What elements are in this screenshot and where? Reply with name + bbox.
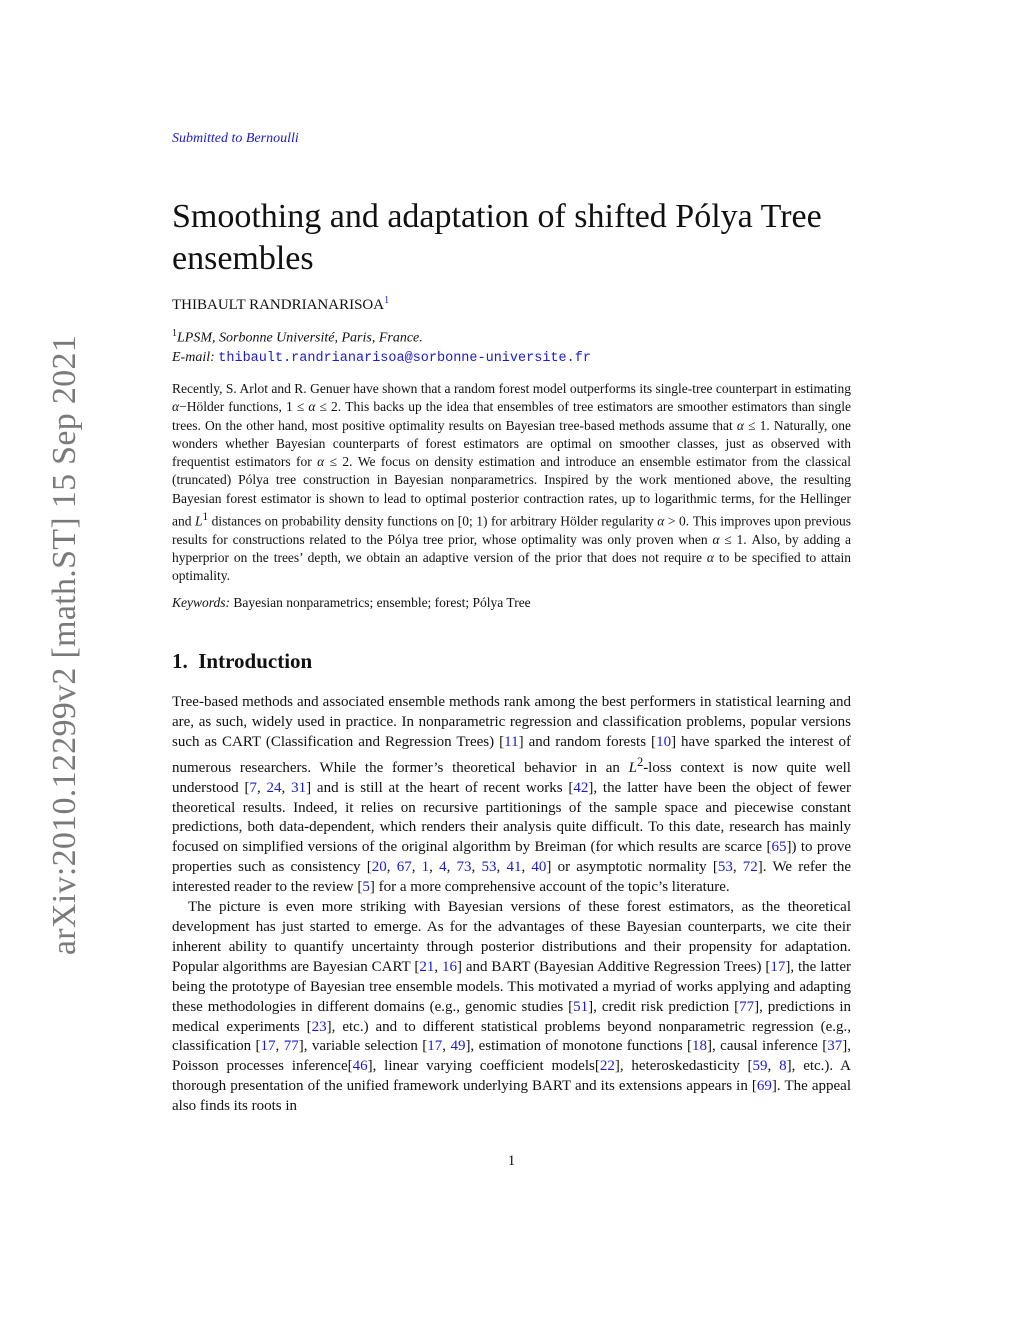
citation-link[interactable]: 22: [599, 1058, 615, 1075]
citation-link[interactable]: 67: [396, 859, 412, 876]
citation-link[interactable]: 11: [504, 733, 519, 750]
paper-title: Smoothing and adaptation of shifted Pólya Tree ensembles: [172, 198, 822, 277]
keywords-list: Bayesian nonparametrics; ensemble; forest; Pólya Tree: [233, 595, 531, 610]
math-symbol: α: [172, 399, 180, 415]
citation-link[interactable]: 51: [573, 998, 589, 1015]
abstract-text: ≤ 1. Naturally, one wonders whether Bayesian counterparts of forest estimators are optimal on smoother classes, just as observed with frequentist estimators for: [172, 417, 851, 470]
citation-link[interactable]: 53: [717, 859, 733, 876]
math-symbol: α: [308, 399, 316, 415]
citation-link[interactable]: 4: [439, 859, 447, 876]
body-text: ], heteroskedasticity [: [614, 1058, 753, 1075]
citation-link[interactable]: 42: [573, 779, 589, 796]
section-heading-introduction: [172, 649, 312, 674]
citation-link[interactable]: 7: [249, 779, 257, 796]
abstract-text: ≤ 2. We focus on density estimation and introduce an ensemble estimator from the classical (truncated) Pólya tree construction in Bayesian nonparametrics. Inspired by the work mentioned above, the resulting Bayesian forest estimator is shown to lead to optimal posterior contraction rates, up to logarithmic terms, for the Hellinger and: [172, 454, 851, 529]
citation-link[interactable]: 59: [752, 1058, 768, 1075]
abstract-text: Recently, S. Arlot and R. Genuer have shown that a random forest model outperforms its single-tree counterpart in estimating: [172, 381, 851, 396]
author-line: [172, 295, 389, 314]
citation-link[interactable]: 20: [371, 859, 387, 876]
body-text: ] and BART (Bayesian Additive Regression Trees) [: [456, 958, 771, 975]
body-text: ], etc.) and to different statistical problems beyond nonparametric regression (e.g., classification [: [172, 1018, 851, 1055]
citation-link[interactable]: 17: [260, 1038, 276, 1055]
citation-link[interactable]: 10: [656, 733, 672, 750]
math-superscript: 2: [636, 754, 644, 769]
body-text: ], credit risk prediction [: [588, 998, 740, 1015]
citation-link[interactable]: 23: [311, 1018, 327, 1035]
arxiv-identifier-stamp: arXiv:2010.12299v2 [math.ST] 15 Sep 2021: [46, 334, 83, 956]
citation-link[interactable]: 5: [362, 879, 370, 896]
body-text: ], etc.). A thorough presentation of the unified framework underlying BART and its extensions appears in [: [172, 1058, 852, 1095]
paragraph-1: Tree-based methods and associated ensemble methods rank among the best performers in statistical learning and are, as such, widely used in practice. In nonparametric regression and classification problems, popular versions such as CART (Classification and Regression Trees) [11] and random forests [10] have sparked the interest of numerous researchers. While the former’s theoretical behavior in an $L^2$-loss context is now quite well understood [7, 24, 31] and is still at the heart of recent works [42], the latter have been the object of fewer theoretical results. Indeed, it relies on recursive partitionings of the sample space and piecewise constant predictions, both data-dependent, which renders their analysis quite difficult. To this date, research has mainly focused on simplified versions of the original algorithm by Breiman (for which results are scarce [65]) to prove properties such as consistency [20, 67, 1, 4, 73, 53, 41, 40] or asymptotic normality [53, 72]. We refer the interested reader to the review [5] for a more comprehensive account of the topic’s literature.: [172, 694, 852, 896]
math-symbol: L: [628, 759, 637, 776]
body-text: ], Poisson processes inference[: [172, 1038, 851, 1075]
affiliation-mark: 1: [172, 328, 177, 339]
body-text: ]) to prove properties such as consistency [: [172, 839, 852, 876]
body-text: ] and is still at the heart of recent works [: [306, 779, 574, 796]
body-text: Tree-based methods and associated ensemble methods rank among the best performers in statistical learning and are, as such, widely used in practice. In nonparametric regression and classification problems, popular versions such as CART (Classification and Regression Trees) [: [172, 694, 851, 750]
body-text: ] for a more comprehensive account of the topic’s literature.: [369, 879, 730, 896]
email-line: [172, 348, 591, 368]
citation-link[interactable]: 72: [742, 859, 758, 876]
math-symbol: α: [712, 531, 720, 547]
section-number: 1.: [172, 649, 188, 673]
body-text: ], the latter being the prototype of Bayesian tree ensemble models. This motivated a myriad of works applying and adapting these methodologies in different domains (e.g., genomic studies [: [172, 958, 852, 1015]
citation-link[interactable]: 40: [531, 859, 547, 876]
citation-link[interactable]: 31: [291, 779, 307, 796]
author-affiliation-link[interactable]: 1: [384, 295, 390, 306]
affiliation-block: [172, 324, 591, 368]
affiliation-text: LPSM, Sorbonne Université, Paris, France.: [177, 330, 423, 346]
citation-link[interactable]: 73: [456, 859, 472, 876]
paragraph-2: The picture is even more striking with Bayesian versions of these forest estimators, as the theoretical development has just started to emerge. As for the advantages of these Bayesian counterparts, we cite their inherent ability to quantify uncertainty through posterior distributions and their propensity for adaptation. Popular algorithms are Bayesian CART [21, 16] and BART (Bayesian Additive Regression Trees) [17], the latter being the prototype of Bayesian tree ensemble models. This motivated a myriad of works applying and adapting these methodologies in different domains (e.g., genomic studies [51], credit risk prediction [77], predictions in medical experiments [23], etc.) and to different statistical problems beyond nonparametric regression (e.g., classification [17, 77], variable selection [17, 49], estimation of monotone functions [18], causal inference [37], Poisson processes inference[46], linear varying coefficient models[22], heteroskedasticity [59, 8], etc.). A thorough presentation of the unified framework underlying BART and its extensions appears in [69]. The appeal also finds its roots in: [172, 899, 852, 1115]
body-text: ] or asymptotic normality [: [546, 859, 718, 876]
body-text: ], estimation of monotone functions [: [465, 1038, 693, 1055]
abstract-text: −Hölder functions, 1 ≤: [179, 399, 309, 415]
citation-link[interactable]: 53: [481, 859, 497, 876]
citation-link[interactable]: 46: [352, 1058, 368, 1075]
keywords-line: [172, 595, 531, 611]
body-text: ] and random forests [: [518, 733, 657, 750]
citation-link[interactable]: 16: [441, 958, 457, 975]
page-number: 1: [507, 1153, 516, 1169]
abstract-text: > 0. This improves upon previous results for constructions related to the Pólya tree prior, whose optimality was only proven when: [172, 513, 851, 547]
citation-link[interactable]: 24: [266, 779, 282, 796]
math-symbol: α: [317, 454, 325, 470]
body-text: -loss context is now quite well understood [: [172, 759, 851, 796]
math-symbol: L: [195, 513, 203, 529]
email-label: E-mail:: [172, 349, 215, 365]
body-text: ], linear varying coefficient models[: [367, 1058, 600, 1075]
math-symbol: α: [706, 550, 714, 566]
citation-link[interactable]: 65: [771, 839, 787, 856]
citation-link[interactable]: 1: [421, 859, 430, 876]
citation-link[interactable]: 41: [506, 859, 522, 876]
keywords-label: Keywords:: [172, 595, 230, 610]
affiliation-line: [172, 324, 591, 348]
citation-link[interactable]: 77: [739, 998, 755, 1015]
body-text: ] have sparked the interest of numerous researchers. While the former’s theoretical behavior in an: [172, 733, 851, 776]
citation-link[interactable]: 69: [756, 1078, 772, 1095]
abstract-text: to be specified to attain optimality.: [172, 550, 851, 584]
author-name: THIBAULT RANDRIANARISOA: [172, 297, 385, 313]
citation-link[interactable]: 17: [770, 958, 786, 975]
citation-link[interactable]: 18: [692, 1038, 708, 1055]
body-text: ], the latter have been the object of fewer theoretical results. Indeed, it relies on recursive partitionings of the sample space and piecewise constant predictions, both data-dependent, which renders their analysis quite difficult. To this date, research has mainly focused on simplified versions of the original algorithm by Breiman (for which results are scarce [: [172, 779, 852, 856]
math-symbol: α: [736, 417, 745, 433]
citation-link[interactable]: 77: [283, 1038, 299, 1055]
math-symbol: α: [657, 513, 665, 529]
submitted-to-journal-link[interactable]: Submitted to Bernoulli: [172, 131, 299, 146]
body-text: ]. The appeal also finds its roots in: [172, 1078, 851, 1115]
introduction-body: [172, 693, 851, 1117]
math-superscript: 1: [202, 511, 209, 524]
abstract-text: ≤ 2. This backs up the idea that ensembles of tree estimators are smoother estimators than single trees. On the other hand, most positive optimality results on Bayesian tree-based methods assume that: [172, 399, 851, 433]
body-text: ], causal inference [: [707, 1038, 828, 1055]
citation-link[interactable]: 49: [450, 1038, 466, 1055]
abstract-text: ≤ 1. Also, by adding a hyperprior on the trees’ depth, we obtain an adaptive version of the prior that does not require: [172, 531, 851, 566]
body-text: The picture is even more striking with Bayesian versions of these forest estimators, as the theoretical development has just started to emerge. As for the advantages of these Bayesian counterparts, we cite their inherent ability to quantify uncertainty through posterior distributions and their propensity for adaptation. Popular algorithms are Bayesian CART [: [172, 899, 851, 975]
citation-link[interactable]: 17: [427, 1038, 443, 1055]
citation-link[interactable]: 21: [419, 958, 435, 975]
body-text: ], variable selection [: [298, 1038, 428, 1055]
abstract-text: distances on probability density functions on [0; 1) for arbitrary Hölder regularity: [208, 513, 658, 529]
body-text: ]. We refer the interested reader to the review [: [172, 859, 852, 896]
citation-link[interactable]: 37: [827, 1038, 843, 1055]
body-text: ], predictions in medical experiments [: [172, 998, 851, 1035]
citation-link[interactable]: 8: [779, 1058, 787, 1075]
abstract: [172, 380, 851, 586]
section-title: Introduction: [198, 649, 313, 673]
author-email-link[interactable]: thibault.randrianarisoa@sorbonne-universite.fr: [218, 350, 591, 366]
